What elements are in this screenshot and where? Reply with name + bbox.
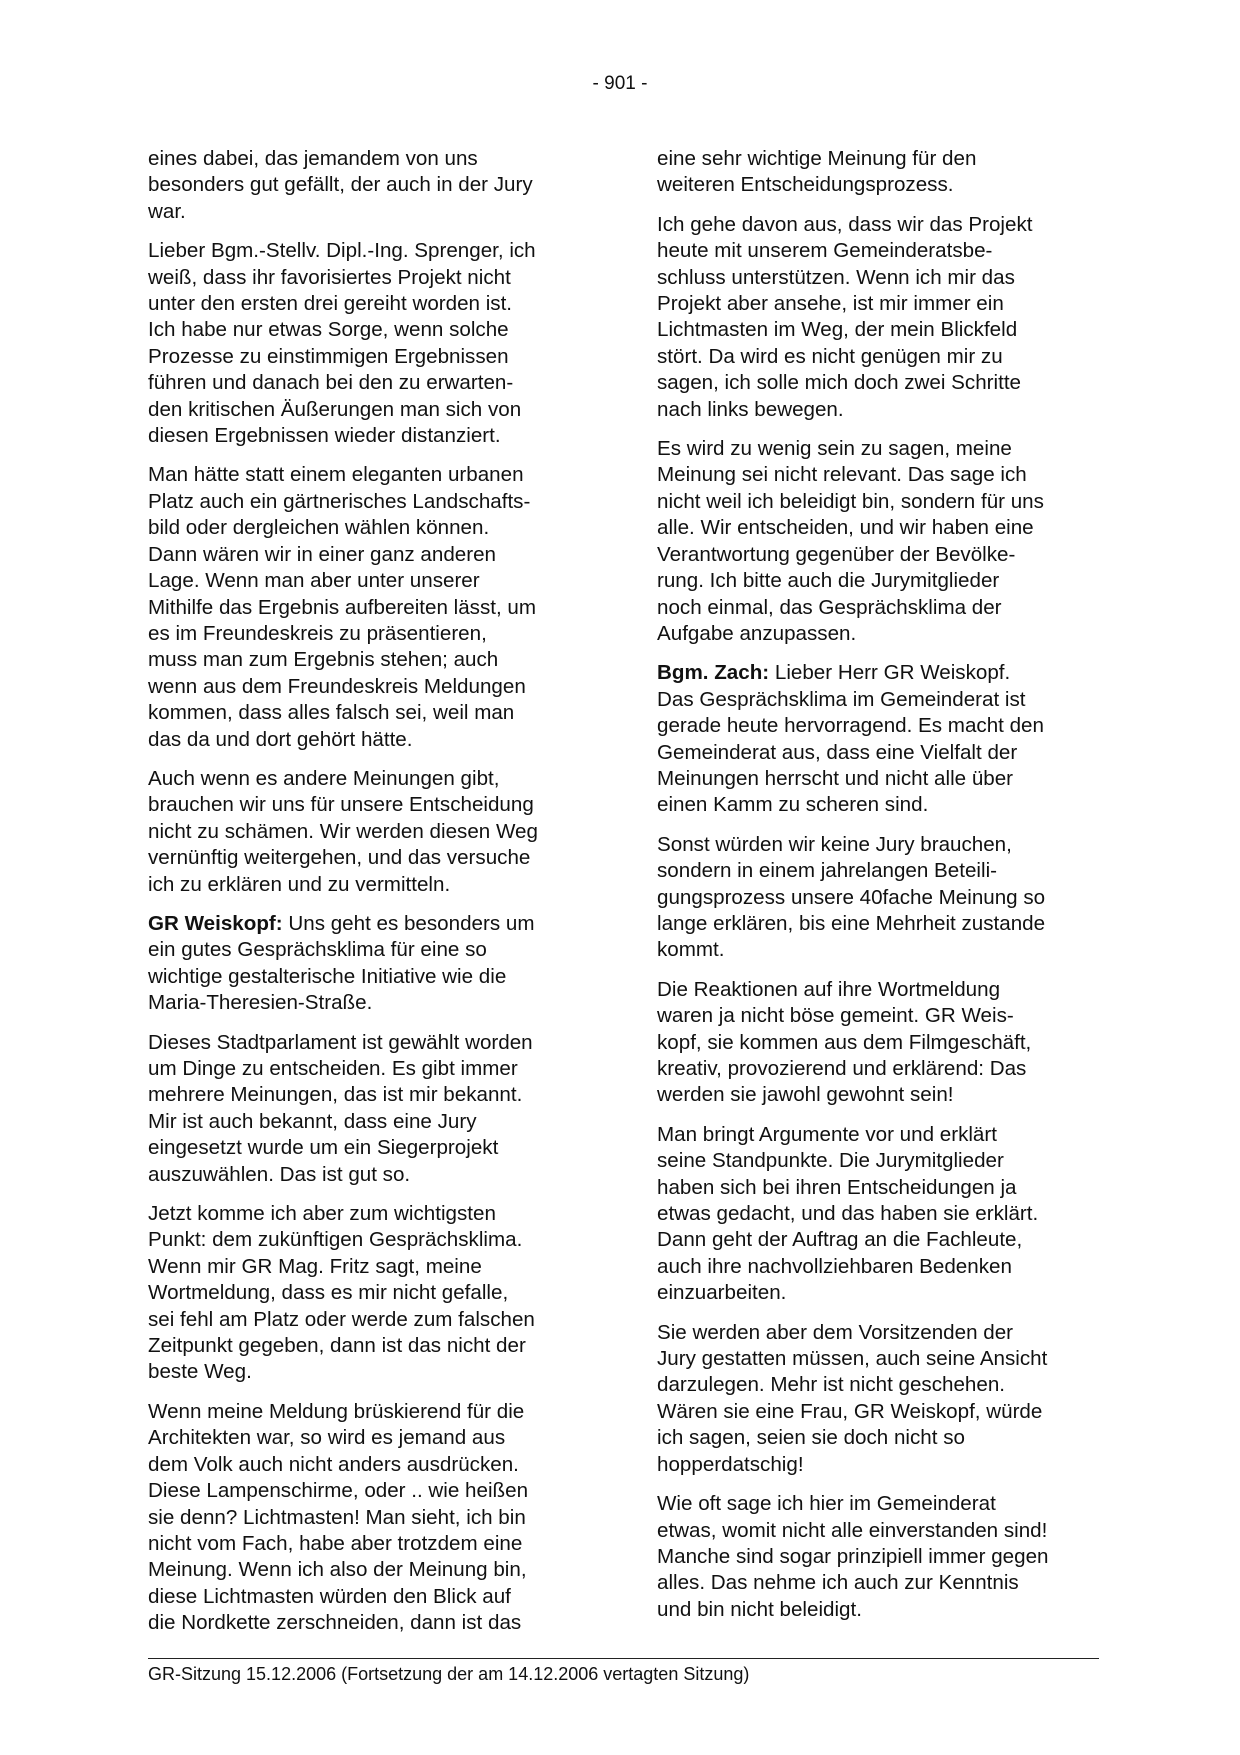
speaker-text: Lieber Herr GR Weiskopf. Das Gesprächsklima im Gemeinderat ist gerade heute hervorragend. Es macht den Gemeinderat aus, dass eine Vielfalt der Meinungen herrscht und nicht alle über einen Kamm zu scheren sind. (657, 661, 1044, 817)
paragraph: Jetzt komme ich aber zum wichtigsten Punkt: dem zukünftigen Gesprächsklima. Wenn mir GR Mag. Fritz sagt, meine Wortmeldung, dass es mir nicht gefalle, sei fehl am Platz oder werde zum falschen Zeitpunkt gegeben, dann ist das nicht der beste Weg. (148, 1202, 535, 1384)
paragraph: Wenn meine Meldung brüskierend für die Architekten war, so wird es jemand aus dem Volk auch nicht anders ausdrücken. Diese Lampenschirme, oder .. wie heißen sie denn? Lichtmasten! Man sieht, ich bin nicht vom Fach, habe aber trotzdem eine Meinung. Wenn ich also der Meinung bin, diese Lichtmasten würden den Blick auf die Nordkette zerschneiden, dann ist das (148, 1399, 529, 1635)
paragraph: Ich gehe davon aus, dass wir das Projekt heute mit unserem Gemeinderatsbe- schluss unterstützen. Wenn ich mir das Projekt aber ansehe, ist mir immer ein Lichtmasten im Weg, der mein Blickfeld stört. Da wird es nicht genügen mir zu sagen, ich solle mich doch zwei Schritte nach links bewegen. (657, 212, 1033, 421)
paragraph: Sonst würden wir keine Jury brauchen, sondern in einem jahrelangen Beteili- gungsprozess unsere 40fache Meinung so lange erklären, bis eine Mehrheit zustande kommt. (657, 832, 1046, 962)
paragraph: Man bringt Argumente vor und erklärt seine Standpunkte. Die Jurymitglieder haben sich bei ihren Entscheidungen ja etwas gedacht, und das haben sie erklärt. Dann geht der Auftrag an die Fachleute, auch ihre nachvollziehbaren Bedenken einzuarbeiten. (657, 1122, 1039, 1305)
paragraph: Man hätte statt einem eleganten urbanen Platz auch ein gärtnerisches Landschafts- bild oder dergleichen wählen können. Dann wären wir in einer ganz anderen Lage. Wenn man aber unter unserer Mithilfe das Ergebnis aufbereiten lässt, um es im Freundeskreis zu präsentieren, muss man zum Ergebnis stehen; auch wenn aus dem Freundeskreis Meldungen kommen, dass alles falsch sei, weil man das da und dort gehört hätte. (148, 463, 537, 751)
footer: GR-Sitzung 15.12.2006 (Fortsetzung der am 14.12.2006 vertagten Sitzung) (148, 1664, 750, 1684)
speaker-paragraph-weiskopf (148, 911, 590, 1017)
paragraph: Wie oft sage ich hier im Gemeinderat etwas, womit nicht alle einverstanden sind! Manche sind sogar prinzipiell immer gegen alles. Das nehme ich auch zur Kenntnis und bin nicht beleidigt. (657, 1492, 1049, 1621)
speaker-paragraph-zach (657, 660, 1099, 818)
page-number: - 901 - (592, 73, 648, 94)
speaker-name: Bgm. Zach: (657, 661, 770, 685)
paragraph: eines dabei, das jemandem von uns besonders gut gefällt, der auch in der Jury war. (148, 147, 533, 223)
paragraph: Sie werden aber dem Vorsitzenden der Jury gestatten müssen, auch seine Ansicht darzulegen. Mehr ist nicht geschehen. Wären sie eine Frau, GR Weiskopf, würde ich sagen, seien sie doch nicht so hopperdatschig! (657, 1320, 1048, 1476)
paragraph: Dieses Stadtparlament ist gewählt worden um Dinge zu entscheiden. Es gibt immer mehrere Meinungen, das ist mir bekannt. Mir ist auch bekannt, dass eine Jury eingesetzt wurde um ein Siegerprojekt auszuwählen. Das ist gut so. (148, 1030, 533, 1186)
paragraph: Die Reaktionen auf ihre Wortmeldung waren ja nicht böse gemeint. GR Weis- kopf, sie kommen aus dem Filmgeschäft, kreativ, provozierend und erklärend: Das werden sie jawohl gewohnt sein! (657, 977, 1032, 1107)
paragraph: Auch wenn es andere Meinungen gibt, brauchen wir uns für unsere Entscheidung nicht zu schämen. Wir werden diesen Weg vernünftig weitergehen, und das versuche ich zu erklären und zu vermitteln. (148, 766, 538, 896)
speaker-text: Uns geht es besonders um ein gutes Gesprächsklima für eine so wichtige gestalterische Initiative wie die Maria-Theresien-Straße. (148, 911, 535, 1015)
right-column (657, 146, 1099, 1636)
speaker-name: GR Weiskopf: (148, 911, 283, 935)
paragraph: Lieber Bgm.-Stellv. Dipl.-Ing. Sprenger, ich weiß, dass ihr favorisiertes Projekt nicht unter den ersten drei gereiht worden ist. Ich habe nur etwas Sorge, wenn solche Prozesse zu einstimmigen Ergebnissen führen und danach bei den zu erwarten- den kritischen Äußerungen man sich von diesen Ergebnissen wieder distanziert. (148, 239, 536, 448)
footer-divider (148, 1658, 1099, 1659)
left-column (148, 146, 590, 1650)
paragraph: eine sehr wichtige Meinung für den weiteren Entscheidungsprozess. (657, 147, 977, 197)
paragraph: Es wird zu wenig sein zu sagen, meine Meinung sei nicht relevant. Das sage ich nicht weil ich beleidigt bin, sondern für uns alle. Wir entscheiden, und wir haben eine Verantwortung gegenüber der Bevölke- rung. Ich bitte auch die Jurymitglieder noch einmal, das Gesprächsklima der Aufgabe anzupassen. (657, 437, 1044, 645)
